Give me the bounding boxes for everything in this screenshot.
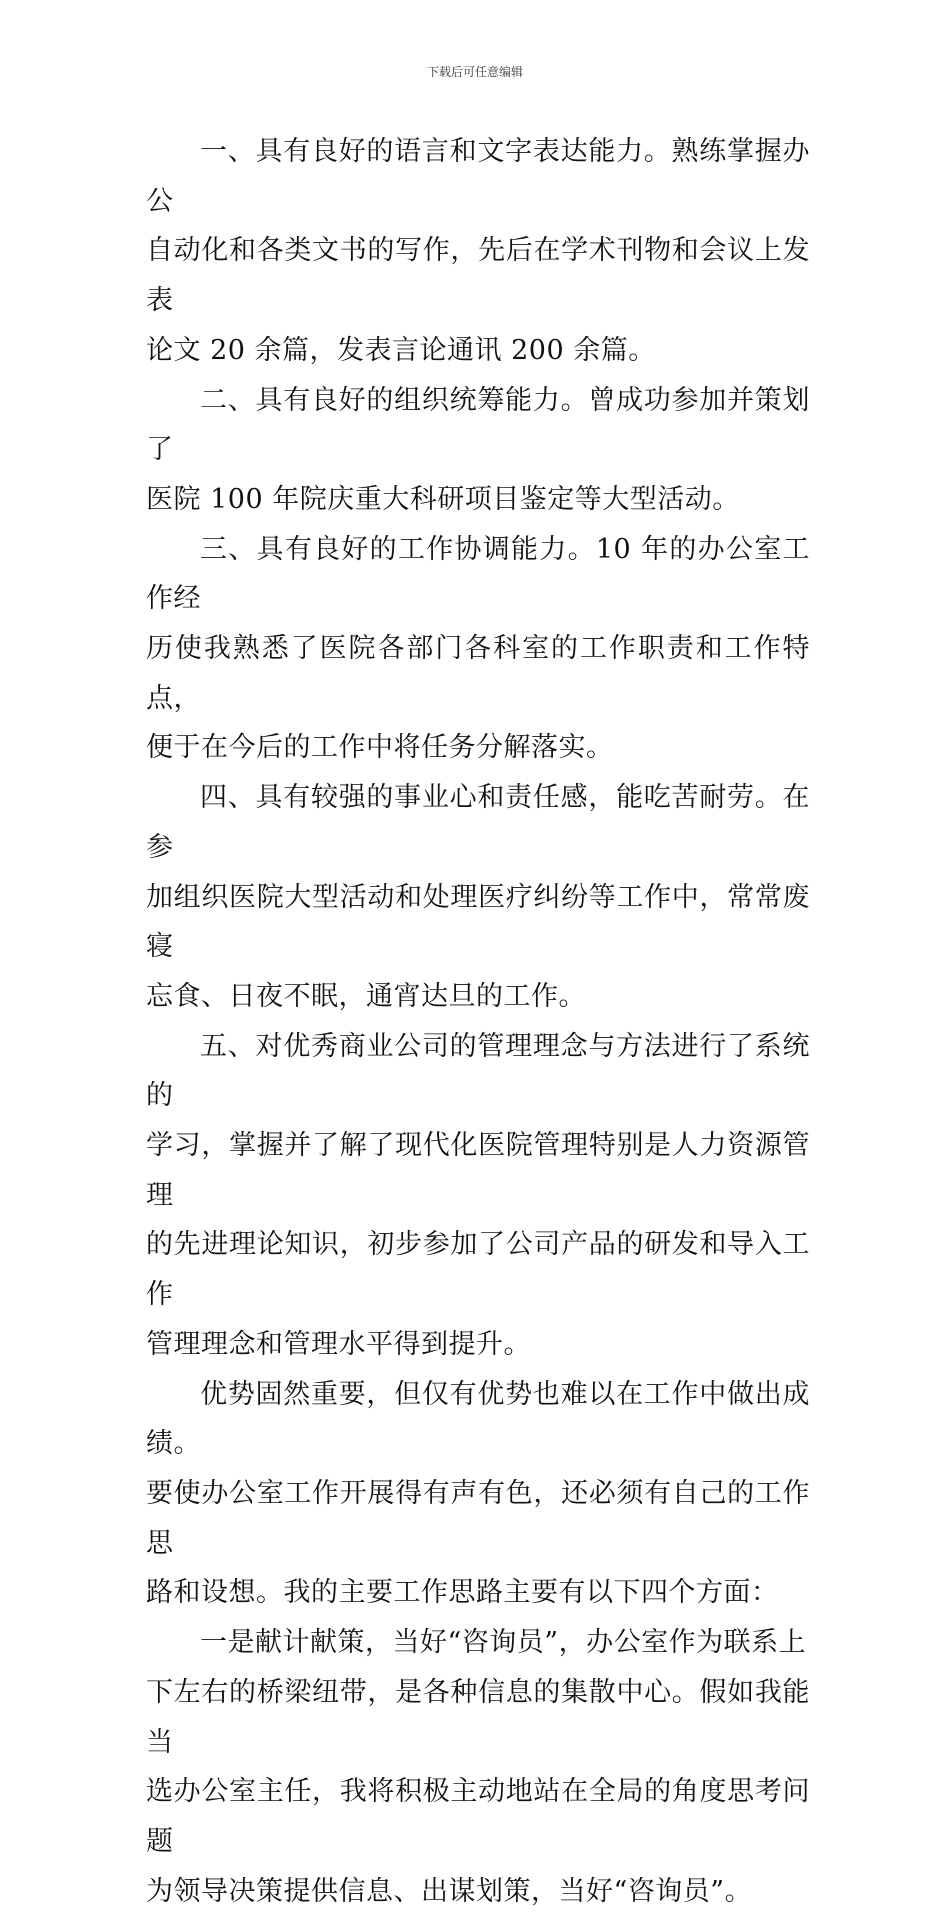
paragraph-work-approach: 优势固然重要，但仅有优势也难以在工作中做出成绩。 要使办公室工作开展得有声有色，还必须有自己的工作思 路和设想。我的主要工作思路主要有以下四个方面： bbox=[146, 1378, 810, 1609]
page-header-note: 下载后可任意编辑 bbox=[426, 65, 523, 79]
paragraph-consultant-role: 一是献计献策，当好“咨询员”，办公室作为联系上 下左右的桥梁纽带，是各种信息的集散中心。假如我能当 选办公室主任，我将积极主动地站在全局的角度思考问题 为领导决策提供信息、出谋划策，当好“咨询员”。 bbox=[146, 1627, 810, 1907]
paragraph-language-ability: 一、具有良好的语言和文字表达能力。熟练掌握办公 自动化和各类文书的写作，先后在学术刊物和会议上发表 论文 20 余篇，发表言论通讯 200 余篇。 bbox=[146, 136, 810, 366]
paragraph-coordination-ability: 三、具有良好的工作协调能力。10 年的办公室工作经 历使我熟悉了医院各部门各科室的工作职责和工作特点， 便于在今后的工作中将任务分解落实。 bbox=[146, 533, 810, 764]
paragraph-management-learning: 五、对优秀商业公司的管理理念与方法进行了系统的 学习，掌握并了解了现代化医院管理特别是人力资源管理 的先进理论知识，初步参加了公司产品的研发和导入工作 管理理念和管理水平得到提升。 bbox=[146, 1030, 810, 1360]
paragraph-organization-ability: 二、具有良好的组织统筹能力。曾成功参加并策划了 医院 100 年院庆重大科研项目鉴定等大型活动。 bbox=[146, 384, 810, 515]
paragraph-responsibility: 四、具有较强的事业心和责任感，能吃苦耐劳。在参 加组织医院大型活动和处理医疗纠纷等工作中，常常废寝 忘食、日夜不眠，通宵达旦的工作。 bbox=[146, 782, 810, 1012]
document-body bbox=[146, 127, 810, 1916]
